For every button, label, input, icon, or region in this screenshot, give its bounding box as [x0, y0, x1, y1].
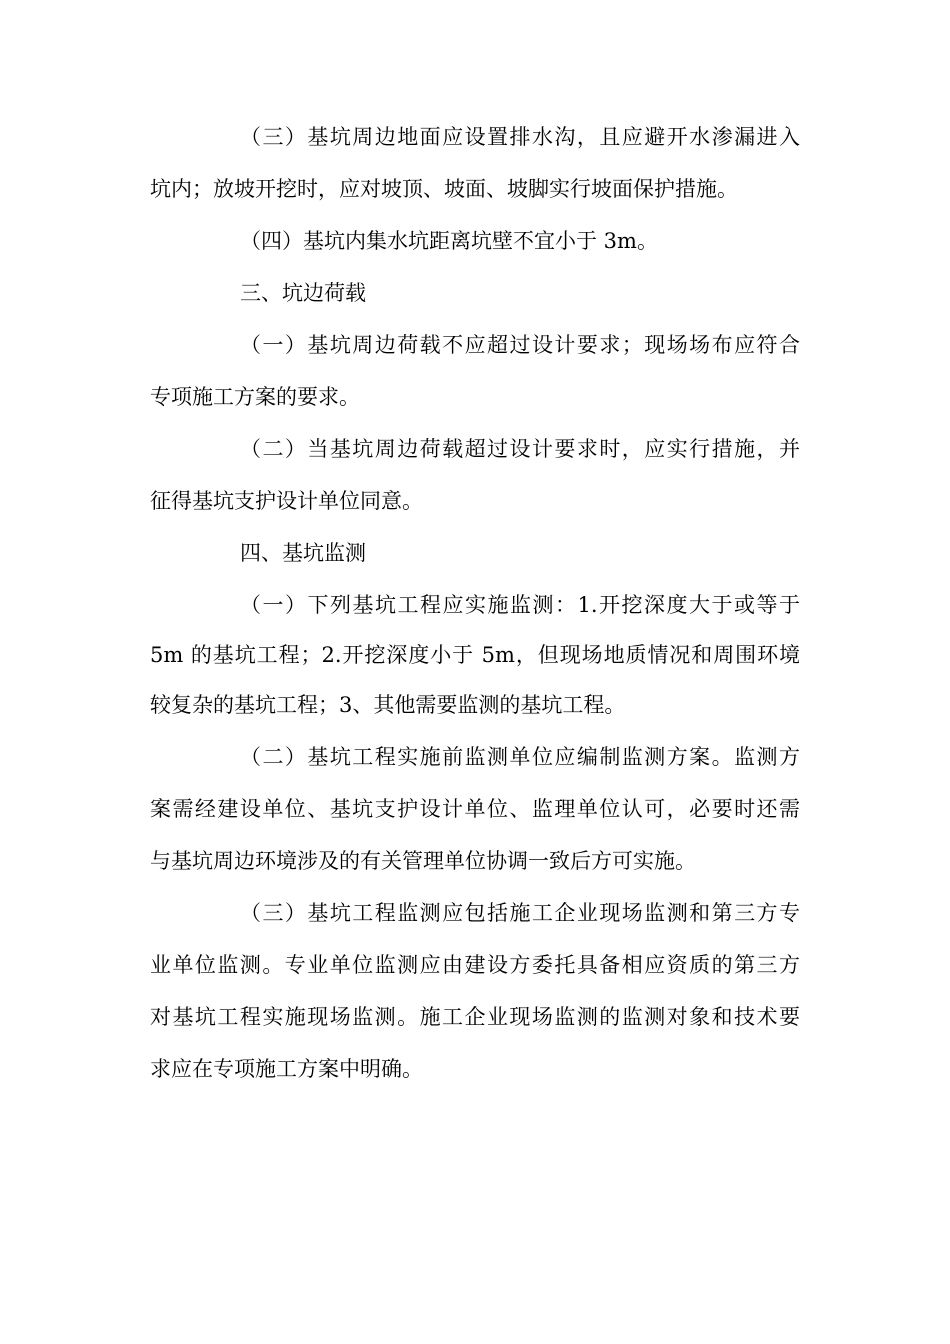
- paragraph-6-line-2: 案需经建设单位、基坑支护设计单位、监理单位认可，必要时还需: [150, 797, 800, 821]
- section-heading-4: 四、基坑监测: [240, 541, 366, 565]
- paragraph-1-line-1: （三）基坑周边地面应设置排水沟，且应避开水渗漏进入: [240, 125, 800, 149]
- paragraph-2-line-1: （四）基坑内集水坑距离坑壁不宜小于 3m。: [240, 229, 658, 253]
- paragraph-7-line-4: 求应在专项施工方案中明确。: [150, 1057, 423, 1081]
- paragraph-6-line-3: 与基坑周边环境涉及的有关管理单位协调一致后方可实施。: [150, 849, 696, 873]
- paragraph-7-line-2: 业单位监测。专业单位监测应由建设方委托具备相应资质的第三方: [150, 953, 800, 977]
- paragraph-5-line-3: 较复杂的基坑工程；3、其他需要监测的基坑工程。: [150, 693, 626, 717]
- section-heading-3: 三、坑边荷载: [240, 281, 366, 305]
- paragraph-4-line-2: 征得基坑支护设计单位同意。: [150, 489, 423, 513]
- paragraph-5-line-1: （一）下列基坑工程应实施监测：1.开挖深度大于或等于: [240, 593, 800, 617]
- paragraph-3-line-2: 专项施工方案的要求。: [150, 385, 360, 409]
- paragraph-6-line-1: （二）基坑工程实施前监测单位应编制监测方案。监测方: [240, 745, 800, 769]
- paragraph-1-line-2: 坑内；放坡开挖时，应对坡顶、坡面、坡脚实行坡面保护措施。: [150, 177, 738, 201]
- paragraph-5-line-2: 5m 的基坑工程；2.开挖深度小于 5m，但现场地质情况和周围环境: [150, 643, 800, 667]
- paragraph-7-line-3: 对基坑工程实施现场监测。施工企业现场监测的监测对象和技术要: [150, 1005, 800, 1029]
- paragraph-3-line-1: （一）基坑周边荷载不应超过设计要求；现场场布应符合: [240, 333, 800, 357]
- paragraph-4-line-1: （二）当基坑周边荷载超过设计要求时，应实行措施，并: [240, 437, 800, 461]
- paragraph-7-line-1: （三）基坑工程监测应包括施工企业现场监测和第三方专: [240, 901, 800, 925]
